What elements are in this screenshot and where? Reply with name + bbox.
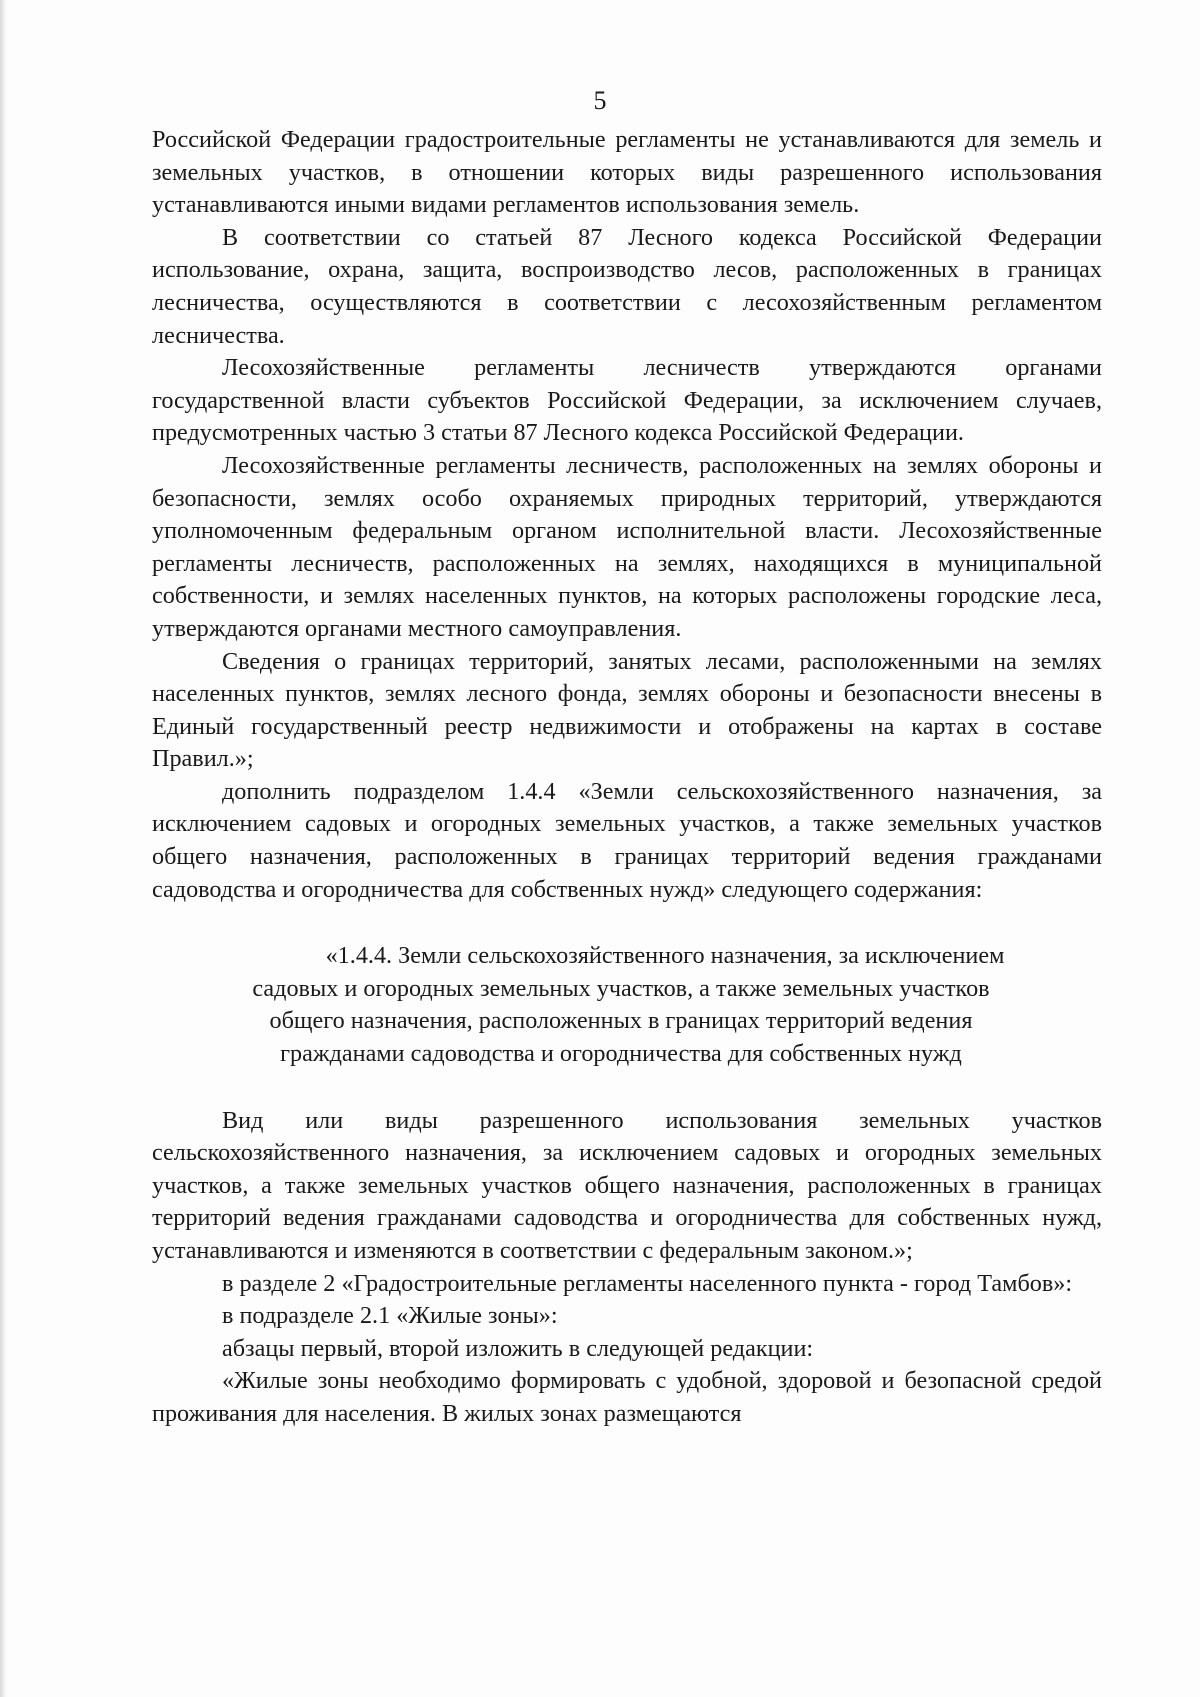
paragraph-3: Лесохозяйственные регламенты лесничеств утверждаются органами государственной власти субъектов Российской Федерации, за исключением случаев, предусмотренных частью 3 статьи 87 Лесного кодекса Российской Федерации. <box>152 354 1102 447</box>
section-heading-line-1: «1.4.4. Земли сельскохозяйственного назначения, за исключением <box>325 942 1005 970</box>
section-heading-line-2: садовых и огородных земельных участков, а также земельных участков <box>252 974 990 1002</box>
paragraph-4: Лесохозяйственные регламенты лесничеств, расположенных на землях обороны и безопасности, землях особо охраняемых природных территорий, утверждаются уполномоченным федеральным органом исполнительной власти. Лесохозяйственные регламенты лесничеств, расположенных на землях, находящихся в муниципальной собственности, и землях населенных пунктов, на которых расположены городские леса, утверждаются органами местного самоуправления. <box>152 451 1102 642</box>
section-heading-line-3: общего назначения, расположенных в границах территорий ведения <box>269 1007 973 1035</box>
paragraph-10: абзацы первый, второй изложить в следующей редакции: <box>222 1334 814 1362</box>
paragraph-7: Вид или виды разрешенного использования земельных участков сельскохозяйственного назначения, за исключением садовых и огородных земельных участков, а также земельных участков общего назначения, расположенных в границах территорий ведения гражданами садоводства и огородничества для собственных нужд, устанавливаются и изменяются в соответствии с федеральным законом.»; <box>152 1106 1102 1264</box>
scan-edge-shadow <box>0 0 8 1697</box>
paragraph-2: В соответствии со статьей 87 Лесного кодекса Российской Федерации использование, охрана, защита, воспроизводство лесов, расположенных в границах лесничества, осуществляются в соответствии с лесохозяйственным регламентом лесничества. <box>152 223 1102 349</box>
paragraph-6: дополнить подразделом 1.4.4 «Земли сельскохозяйственного назначения, за исключением садовых и огородных земельных участков, а также земельных участков общего назначения, расположенных в границах территорий ведения гражданами садоводства и огородничества для собственных нужд» следующего содержания: <box>152 777 1102 903</box>
section-heading-line-4: гражданами садоводства и огородничества для собственных нужд <box>280 1040 962 1068</box>
paragraph-11: «Жилые зоны необходимо формировать с удобной, здоровой и безопасной средой проживания для населения. В жилых зонах размещаются <box>152 1367 1102 1427</box>
paragraph-1: Российской Федерации градостроительные регламенты не устанавливаются для земель и земельных участков, в отношении которых виды разрешенного использования устанавливаются иными видами регламентов использования земель. <box>152 126 1102 219</box>
page-number: 5 <box>593 86 607 115</box>
paragraph-5: Сведения о границах территорий, занятых лесами, расположенными на землях населенных пунктов, землях лесного фонда, землях обороны и безопасности внесены в Единый государственный реестр недвижимости и отображены на картах в составе Правил.»; <box>152 647 1102 773</box>
paragraph-9: в подразделе 2.1 «Жилые зоны»: <box>222 1302 558 1330</box>
section-heading <box>152 940 1102 1070</box>
document-body <box>152 124 1102 1431</box>
paragraph-8: в разделе 2 «Градостроительные регламенты населенного пункта - город Тамбов»: <box>222 1269 1073 1297</box>
